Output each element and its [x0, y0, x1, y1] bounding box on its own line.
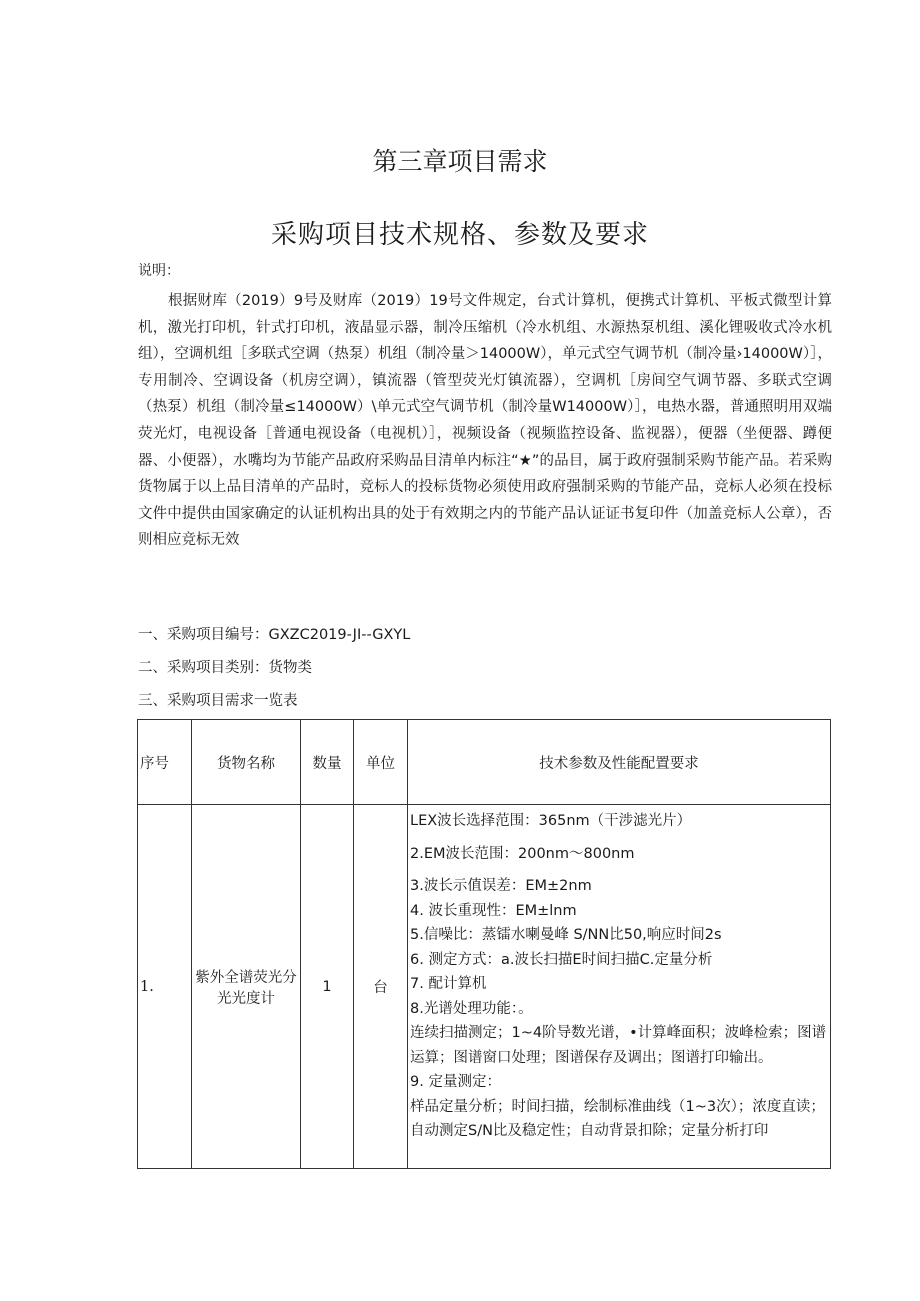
header-seq: 序号: [138, 720, 192, 805]
body-paragraph: 根据财库（2019）9号及财库（2019）19号文件规定，台式计算机，便携式计算机、平板式微型计算机，激光打印机，针式打印机，液晶显示器，制冷压缩机（冷水机组、水源热泵机组、溪化锂吸收式冷水机组），空调机组［多联式空调（热泵）机组（制冷量＞14000W），单元式空气调节机（制冷量›14000W）］，专用制冷、空调设备（机房空调），镇流器（管型荧光灯镇流器），空调机［房间空气调节器、多联式空调（热泵）机组（制冷量≤14000W）\单元式空气调节机（制冷量W14000W）］，电热水器，普通照明用双端荧光灯，电视设备［普通电视设备（电视机）］，视频设备（视频监控设备、监视器），便器（坐便器、蹲便器、小便器），水嘴均为节能产品政府采购品目清单内标注“★”的品目，属于政府强制采购节能产品。若采购货物属于以上品目清单的产品时，竞标人的投标货物必须使用政府强制采购的节能产品，竞标人必须在投标文件中提供由国家确定的认证机构出具的处于有效期之内的节能产品认证证书复印件（加盖竞标人公章），否则相应竞标无效: [138, 293, 832, 549]
header-goods-name: 货物名称: [192, 720, 301, 805]
requirements-table: [137, 719, 831, 1169]
spec-line: 7. 配计算机: [410, 976, 487, 992]
table-row: [138, 805, 831, 1169]
spec-line: 5.信噪比：蒸镭水喇曼峰 S/NN比50,响应时间2s: [410, 927, 722, 943]
spec-line: 3.波长示值误差：EM±2nm: [410, 878, 592, 894]
requirements-list-heading: 三、采购项目需求一览表: [138, 693, 298, 709]
row-unit: 台: [354, 805, 408, 1169]
spec-line: 2.EM波长范围：200nm～800nm: [410, 845, 635, 862]
spec-line: 8.光谱处理功能：。: [410, 1000, 533, 1017]
row-specs: [408, 805, 831, 1169]
spec-line: 4. 波长重现性：EM±lnm: [410, 902, 577, 919]
row-goods-name: 紫外全谱荧光分光光度计: [192, 805, 301, 1169]
project-number: 一、采购项目编号：GXZC2019-JI--GXYL: [138, 627, 411, 643]
table-header-row: [138, 720, 831, 805]
header-quantity: 数量: [301, 720, 354, 805]
spec-line: 6. 测定方式：a.波长扫描E时间扫描C.定量分析: [410, 951, 713, 968]
document-title: 采购项目技术规格、参数及要求: [270, 220, 649, 250]
project-category: 二、采购项目类别：货物类: [138, 660, 312, 676]
spec-line: LEX波长选择范围：365nm（干涉滤光片）: [410, 813, 692, 829]
header-specs: 技术参数及性能配置要求: [408, 720, 831, 805]
row-quantity: 1: [301, 805, 354, 1169]
row-seq: 1.: [138, 805, 192, 1169]
chapter-title: 第三章项目需求: [372, 147, 548, 176]
spec-line: 样品定量分析；时间扫描，绘制标准曲线（1~3次）；浓度直读；自动测定S/N比及稳定性；自动背景扣除；定量分析打印: [410, 1098, 825, 1139]
spec-line: 连续扫描测定；1~4阶导数光谱，•计算峰面积；波峰检索；图谱运算；图谱窗口处理；图谱保存及调出；图谱打印输出。: [410, 1025, 827, 1066]
note-label: 说明：: [138, 263, 180, 279]
header-unit: 单位: [354, 720, 408, 805]
spec-line: 9. 定量测定：: [410, 1074, 501, 1090]
